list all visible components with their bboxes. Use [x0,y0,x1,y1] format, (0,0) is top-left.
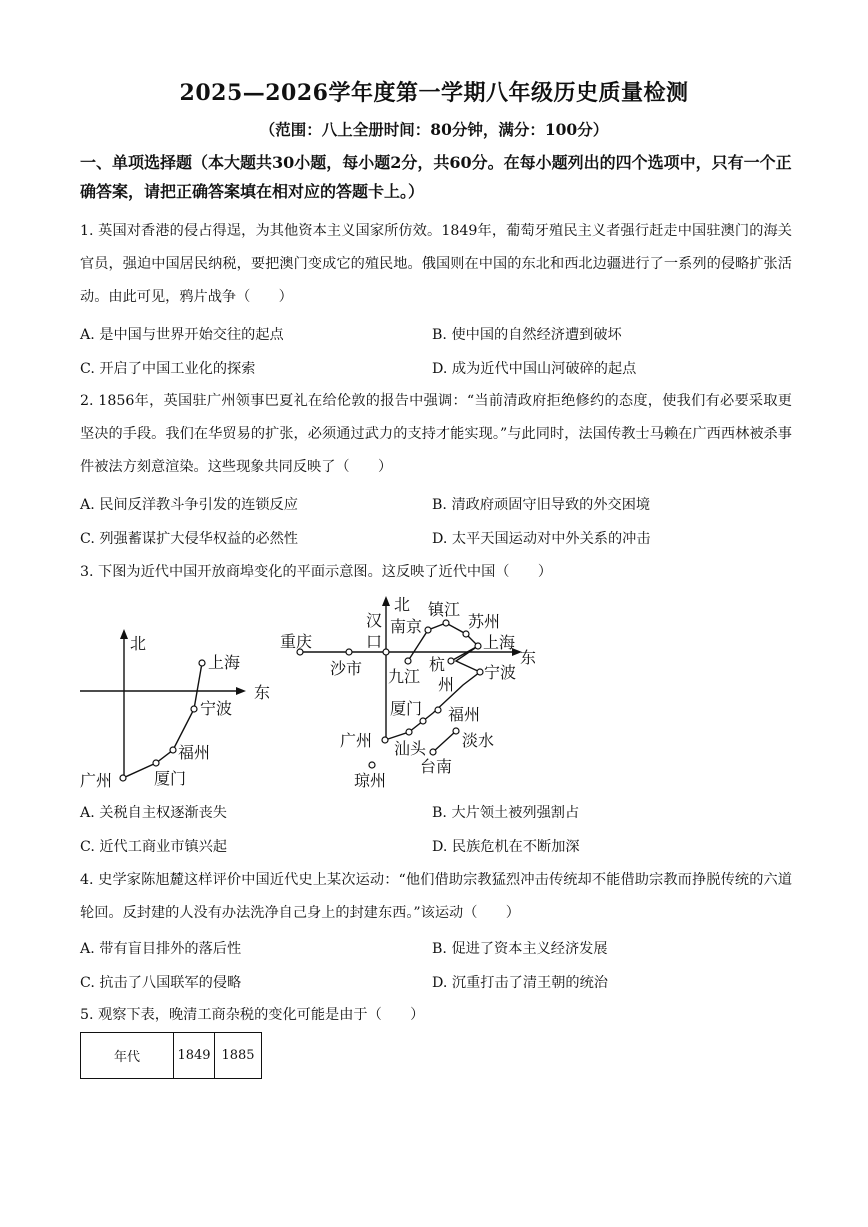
map-left-dot-fuzhou [170,747,176,753]
map-right-city-tainan: 台南 [420,757,453,776]
map-right-city-nanjing: 南京 [390,617,423,636]
question-1-option-a: A. 是中国与世界开始交往的起点 [80,327,284,343]
map-right-city-hankou-bottom: 口 [366,632,383,651]
question-3-option-b: B. 大片领土被列强割占 [432,805,580,821]
map-left-city-ningbo: 宁波 [200,699,233,718]
map-right-dot-shanghai [475,643,481,649]
map-right-city-hankou-top: 汉 [366,611,383,630]
question-4-option-a: A. 带有盲目排外的落后性 [80,941,242,957]
question-1-option-d: D. 成为近代中国山河破碎的起点 [432,361,637,377]
question-2-option-c: C. 列强蓄谋扩大侵华权益的必然性 [80,531,298,547]
map-right-city-hangzhou-bottom: 州 [438,675,455,694]
question-4-stem: 4. 史学家陈旭麓这样评价中国近代史上某次运动：“他们借助宗教猛烈冲击传统却不能借助宗教而挣脱传统的六道轮回。反封建的人没有办法洗净自己身上的封建东西。”该运动（ ） [80,872,792,921]
map-left-dot-shanghai [199,660,205,666]
page-title: 2025—2026学年度第一学期八年级历史质量检测 [179,80,689,106]
map-left-city-guangzhou: 广州 [80,771,113,790]
map-right-city-shanghai: 上海 [483,633,516,652]
question-3-option-c: C. 近代工商业市镇兴起 [80,839,228,855]
map-right-city-ningbo: 宁波 [484,663,517,682]
map-right-city-shashi: 沙市 [330,659,363,678]
question-2-option-d: D. 太平天国运动对中外关系的冲击 [432,531,651,547]
map-right-dot-ningbo [477,669,483,675]
page-subtitle: （范围：八上全册时间：80分钟，满分：100分） [259,120,609,139]
table-header-cell: 年代 [81,1033,174,1079]
map-right-city-shantou: 汕头 [394,739,427,758]
map-right-dot-hangzhou [448,658,454,664]
map-right-dot-hankou [383,649,389,655]
map-left-dot-xiamen [153,760,159,766]
section-heading: 一、单项选择题（本大题共30小题，每小题2分，共60分。在每小题列出的四个选项中，只有一个正确答案，请把正确答案填在相对应的答题卡上。） [80,153,792,201]
map-left-city-fuzhou: 福州 [178,743,211,762]
map-right-dot-danshui [453,728,459,734]
map-right-city-suzhou: 苏州 [468,612,501,631]
map-right-dot-fuzhou [435,707,441,713]
question-2-option-b: B. 清政府顽固守旧导致的外交困境 [432,497,651,513]
question-2-option-a: A. 民间反洋教斗争引发的连锁反应 [80,497,298,513]
map-left-east: 东 [254,683,271,702]
question-4-option-c: C. 抗击了八国联军的侵略 [80,975,242,991]
tax-table [80,1032,262,1079]
map-left-north: 北 [130,634,147,653]
map-right-city-guangzhou: 广州 [340,731,373,750]
map-right-dot-jiujiang [405,658,411,664]
map-right-dot-xiamen [420,718,426,724]
map-left-dot-ningbo [191,706,197,712]
map-left-city-xiamen: 厦门 [154,769,187,788]
map-right-dot-suzhou [463,631,469,637]
map-right-city-qiongzhou: 琼州 [354,771,387,790]
map-right-dot-guangzhou [382,737,388,743]
map-left-dot-guangzhou [120,775,126,781]
map-right-city-xiamen: 厦门 [390,699,423,718]
map-right-city-zhenjiang: 镇江 [428,600,461,619]
map-right-city-fuzhou: 福州 [448,705,481,724]
map-right-east: 东 [520,648,537,667]
map-right-dot-nanjing [425,627,431,633]
map-left-city-shanghai: 上海 [208,653,241,672]
table-row [81,1033,262,1079]
table-cell-year: 1849 [174,1033,215,1079]
question-1-option-c: C. 开启了中国工业化的探索 [80,361,256,377]
question-4-option-b: B. 促进了资本主义经济发展 [432,941,608,957]
map-right-dot-tainan [430,749,436,755]
question-4-option-d: D. 沉重打击了清王朝的统治 [432,975,608,991]
map-right-dot-zhenjiang [443,620,449,626]
map-right-city-danshui: 淡水 [462,731,495,750]
map-right-city-jiujiang: 九江 [388,667,421,686]
question-3-option-a: A. 关税自主权逐渐丧失 [80,805,227,821]
map-right-north: 北 [394,595,411,614]
question-1-option-b: B. 使中国的自然经济遭到破坏 [432,327,622,343]
map-right-dot-shashi [346,649,352,655]
question-3-option-d: D. 民族危机在不断加深 [432,839,580,855]
question-2-stem: 2. 1856年，英国驻广州领事巴夏礼在给伦敦的报告中强调：“当前清政府拒绝修约的态度，使我们有必要采取更坚决的手段。我们在华贸易的扩张，必须通过武力的支持才能实现。”与此同时，法国传教士马赖在广西西林被杀事件被法方刻意渲染。这些现象共同反映了（ ） [80,393,792,475]
question-3-stem: 3. 下图为近代中国开放商埠变化的平面示意图。这反映了近代中国（ ） [80,564,553,580]
map-right-city-hangzhou-top: 杭 [429,655,446,674]
map-right [278,590,540,795]
question-1-stem: 1. 英国对香港的侵占得逞，为其他资本主义国家所仿效。1849年，葡萄牙殖民主义者强行赶走中国驻澳门的海关官员，强迫中国居民纳税，要把澳门变成它的殖民地。俄国则在中国的东北和西北边疆进行了一系列的侵略扩张活动。由此可见，鸦片战争（ ） [80,223,792,305]
table-cell-year: 1885 [215,1033,262,1079]
map-right-city-chongqing: 重庆 [280,632,313,651]
map-right-dot-shantou [406,729,412,735]
map-left [78,625,278,795]
question-5-stem: 5. 观察下表，晚清工商杂税的变化可能是由于（ ） [80,1007,425,1023]
map-right-dot-qiongzhou [369,762,375,768]
